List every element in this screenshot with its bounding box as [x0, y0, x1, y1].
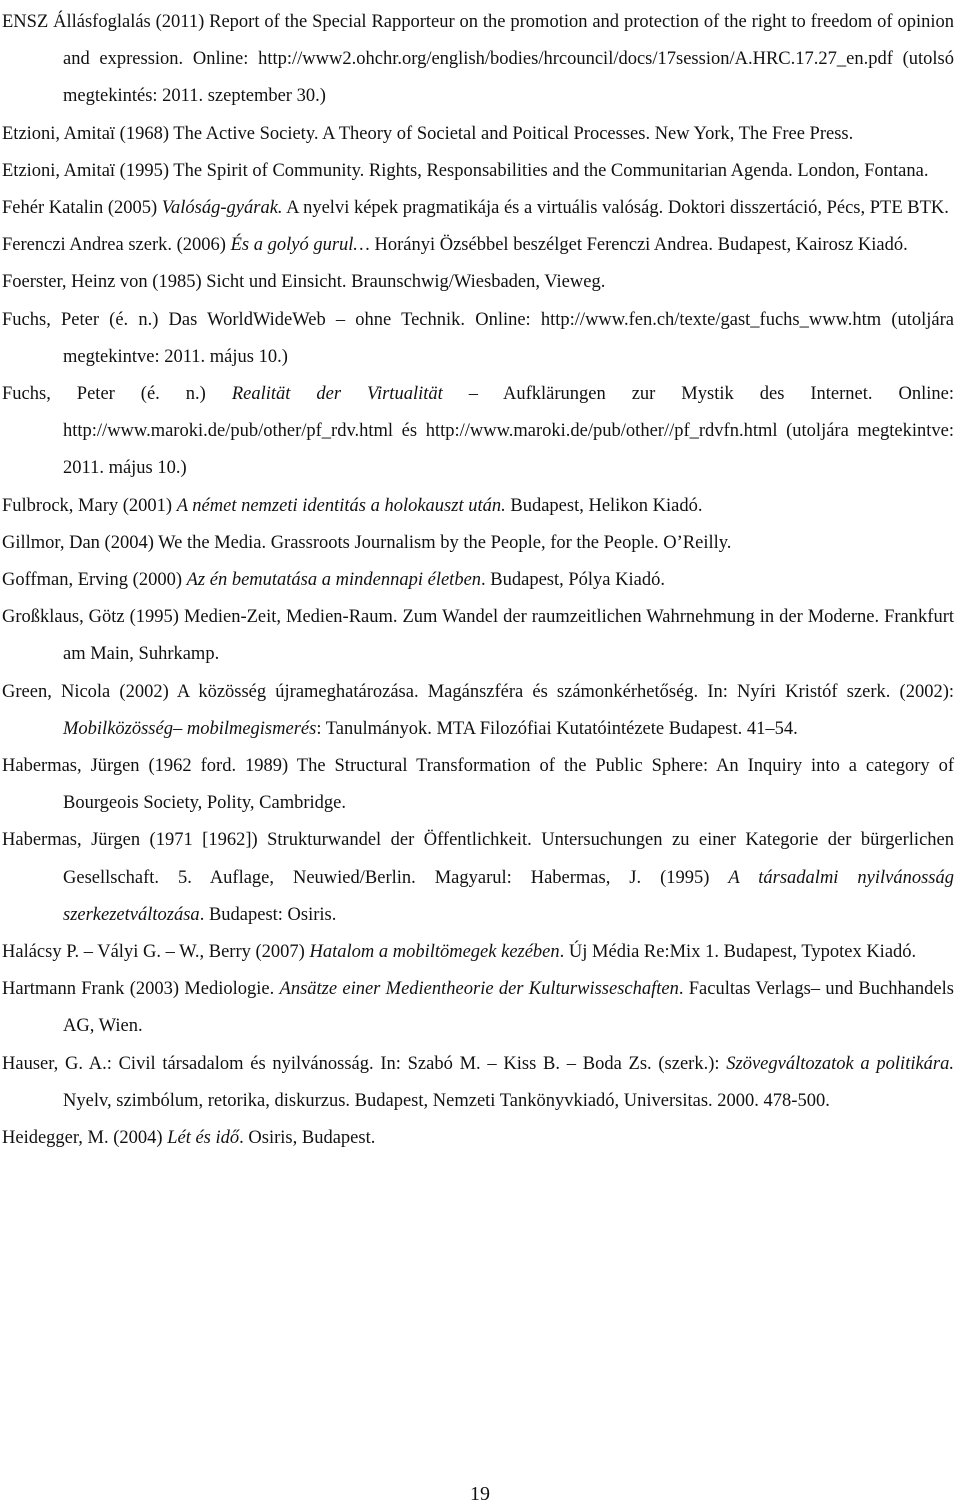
reference-title-italic: Hatalom a mobiltömegek kezében [309, 942, 560, 963]
reference-text: Fuchs, Peter (é. n.) Das WorldWideWeb – ohne Technik. Online: http://www.fen.ch/texte/gast_fuchs_www.htm (utoljára megtekintve: 2011. május 10.) [2, 309, 954, 367]
reference-text: Etzioni, Amitaï (1995) The Spirit of Community. Rights, Responsabilities and the Communitarian Agenda. London, Fontana. [2, 160, 929, 181]
reference-text: Green, Nicola (2002) A közösség újrameghatározása. Magánszféra és számonkérhetőség. In: Nyíri Kristóf szerk. (2002): [2, 681, 954, 702]
reference-text: Fulbrock, Mary (2001) [2, 495, 177, 516]
reference-text: Großklaus, Götz (1995) Medien-Zeit, Medien-Raum. Zum Wandel der raumzeitlichen Wahrnehmung in der Moderne. Frankfurt am Main, Suhrkamp. [2, 607, 954, 665]
reference-entry [2, 376, 954, 488]
reference-text: . Osiris, Budapest. [239, 1128, 376, 1149]
reference-entry [2, 971, 954, 1045]
reference-text: Goffman, Erving (2000) [2, 570, 187, 591]
reference-text: . Új Média Re:Mix 1. Budapest, Typotex Kiadó. [559, 942, 917, 963]
reference-text: Hauser, G. A.: Civil társadalom és nyilvánosság. In: Szabó M. – Kiss B. – Boda Zs. (szerk.): [2, 1053, 727, 1074]
reference-text: Heidegger, M. (2004) [2, 1128, 168, 1149]
reference-text: Fehér Katalin (2005) [2, 198, 162, 219]
reference-title-italic: Az én bemutatása a mindennapi életben [186, 570, 482, 591]
reference-entry [2, 674, 954, 748]
reference-title-italic: És a golyó gurul… [230, 235, 370, 256]
reference-entry [2, 599, 954, 673]
reference-entry [2, 227, 954, 264]
reference-title-italic: A német nemzeti identitás a holokauszt után. [176, 495, 506, 516]
reference-entry [2, 116, 954, 153]
reference-text: Hartmann Frank (2003) Mediologie. [2, 979, 280, 1000]
reference-text: ENSZ Állásfoglalás (2011) Report of the Special Rapporteur on the promotion and protection of the right to freedom of opinion and expression. Online: http://www2.ohchr.org/english/bodies/hrcouncil/docs/17session/A.HRC.17.27_en.pdf (utolsó megtekintés: 2011. szeptember 30.) [2, 12, 954, 107]
reference-text: A nyelvi képek pragmatikája és a virtuális valóság. Doktori disszertáció, Pécs, PTE BTK. [282, 198, 949, 219]
reference-text: : Tanulmányok. MTA Filozófiai Kutatóintézete Budapest. 41–54. [316, 718, 798, 739]
bibliography-list [2, 4, 954, 1157]
reference-text: Gillmor, Dan (2004) We the Media. Grassroots Journalism by the People, for the People. O’Reilly. [2, 532, 732, 553]
reference-entry [2, 264, 954, 301]
reference-entry [2, 525, 954, 562]
reference-title-italic: Realität der Virtualität [231, 384, 443, 405]
reference-entry [2, 748, 954, 822]
reference-text: Fuchs, Peter (é. n.) [2, 384, 232, 405]
reference-text: Nyelv, szimbólum, retorika, diskurzus. Budapest, Nemzeti Tankönyvkiadó, Universitas. 2000. 478-500. [63, 1090, 830, 1111]
reference-text: Habermas, Jürgen (1971 [1962]) Strukturwandel der Öffentlichkeit. Untersuchungen zu einer Kategorie der bürgerlichen Gesellschaft. 5. Auflage, Neuwied/Berlin. Magyarul: Habermas, J. (1995) [2, 830, 954, 888]
reference-title-italic: Valóság-gyárak. [161, 198, 283, 219]
reference-text: Ferenczi Andrea szerk. (2006) [2, 235, 231, 256]
reference-entry [2, 4, 954, 116]
reference-text: . Budapest: Osiris. [199, 904, 337, 925]
reference-text: Habermas, Jürgen (1962 ford. 1989) The Structural Transformation of the Public Sphere: An Inquiry into a category of Bourgeois Society, Polity, Cambridge. [2, 756, 954, 814]
reference-text: . Facultas Verlags– und Buchhandels AG, Wien. [63, 979, 954, 1037]
reference-text: Etzioni, Amitaï (1968) The Active Society. A Theory of Societal and Poitical Processes. New York, The Free Press. [2, 123, 854, 144]
reference-entry [2, 1046, 954, 1120]
reference-text: . Budapest, Pólya Kiadó. [481, 570, 665, 591]
reference-title-italic: Ansätze einer Medientheorie der Kulturwisseschaften [279, 979, 679, 1000]
reference-text: Foerster, Heinz von (1985) Sicht und Einsicht. Braunschwig/Wiesbaden, Vieweg. [2, 272, 606, 293]
reference-text: Budapest, Helikon Kiadó. [505, 495, 703, 516]
reference-entry [2, 822, 954, 934]
reference-text: – Aufklärungen zur Mystik des Internet. Online: http://www.maroki.de/pub/other/pf_rdv.html és http://www.maroki.de/pub/other//pf_rdvfn.html (utoljára megtekintve: 2011. május 10.) [63, 384, 955, 479]
reference-entry [2, 1120, 954, 1157]
reference-entry [2, 153, 954, 190]
reference-text: Horányi Özsébbel beszélget Ferenczi Andrea. Budapest, Kairosz Kiadó. [369, 235, 908, 256]
reference-entry [2, 562, 954, 599]
reference-entry [2, 488, 954, 525]
reference-entry [2, 190, 954, 227]
reference-title-italic: Mobilközösség– mobilmegismerés [63, 718, 317, 739]
reference-title-italic: Szövegváltozatok a politikára. [726, 1053, 955, 1074]
reference-entry [2, 934, 954, 971]
reference-title-italic: A társadalmi nyilvánosság szerkezetváltozása [63, 867, 954, 925]
reference-text: Halácsy P. – Vályi G. – W., Berry (2007) [2, 942, 310, 963]
page-number: 19 [470, 1483, 490, 1505]
reference-entry [2, 302, 954, 376]
reference-title-italic: Lét és idő [167, 1128, 240, 1149]
